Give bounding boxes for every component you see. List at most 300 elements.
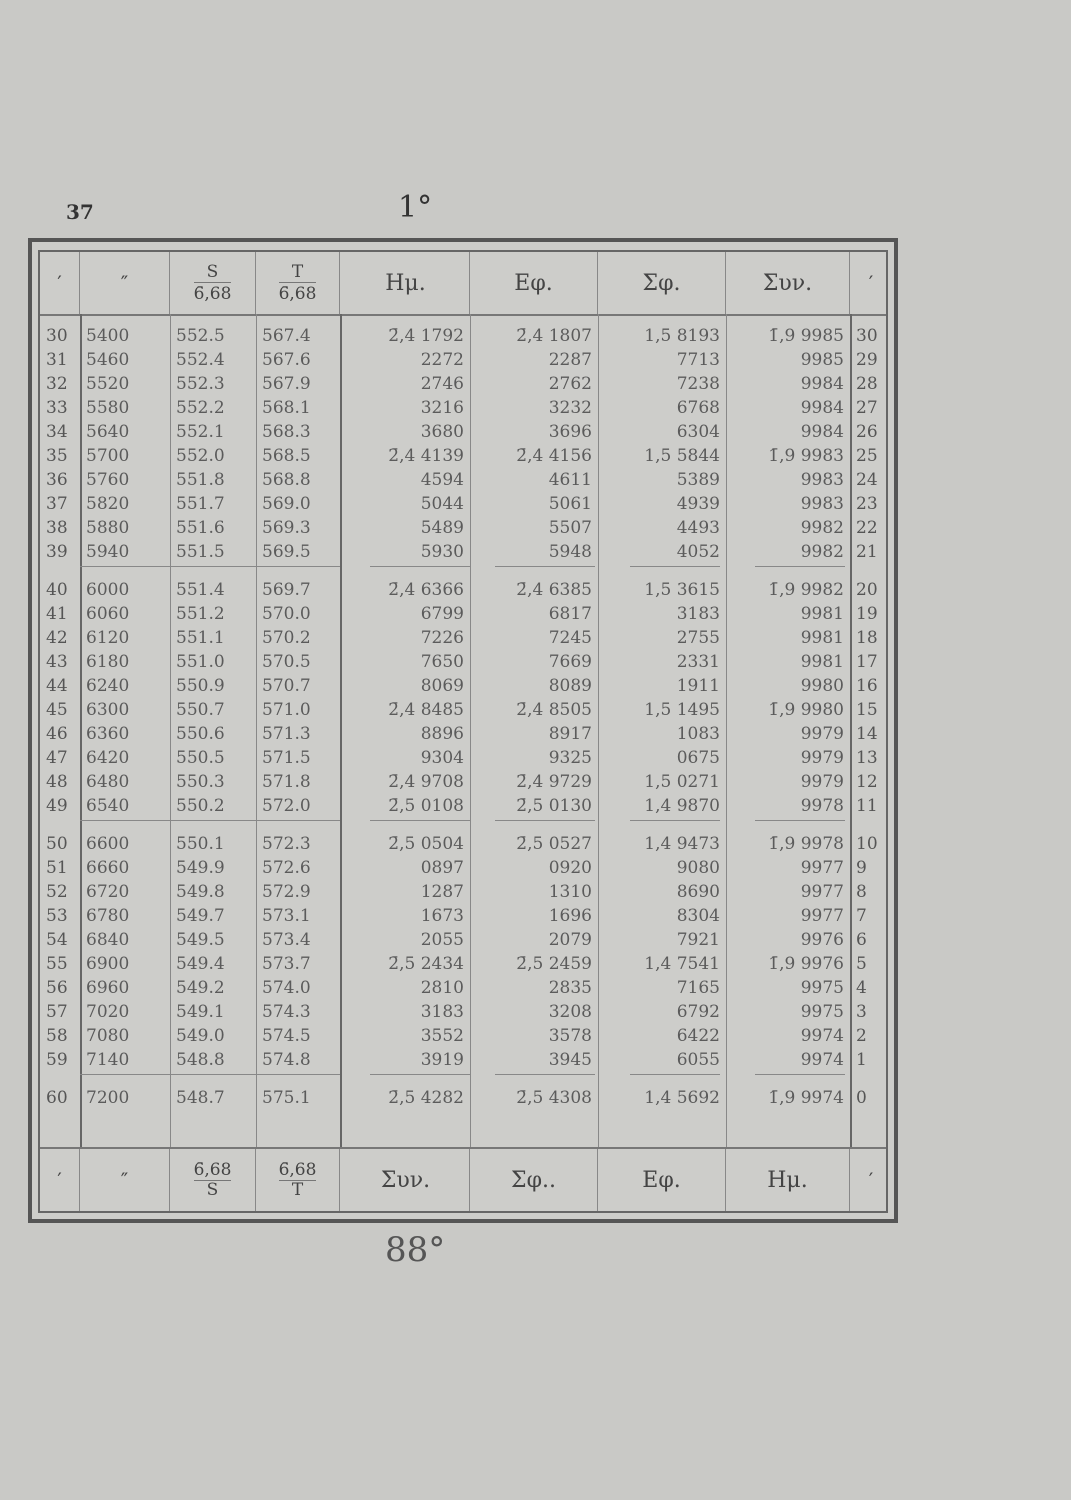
cell-seconds: 6180 bbox=[86, 652, 130, 672]
header-s-value: 6̄,68 bbox=[193, 283, 232, 304]
cell-tangent: 0920 bbox=[548, 858, 592, 878]
cell-seconds: 7020 bbox=[86, 1002, 130, 1022]
cell-t-value: 571.0 bbox=[262, 700, 311, 720]
table-row bbox=[40, 348, 886, 372]
cell-s-value: 549.2 bbox=[176, 978, 225, 998]
cell-s-value: 552.5 bbox=[176, 326, 225, 346]
cell-seconds: 5760 bbox=[86, 470, 130, 490]
table-row bbox=[40, 794, 886, 818]
cell-s-value: 551.7 bbox=[176, 494, 225, 514]
cell-minutes-complement: 7 bbox=[856, 906, 867, 926]
cell-tangent: 2762 bbox=[548, 374, 592, 394]
cell-cotangent: 1,4 7541 bbox=[644, 954, 720, 974]
cell-sine: 2̄,4 6366 bbox=[388, 580, 464, 600]
group-separator bbox=[80, 566, 170, 567]
cell-seconds: 6060 bbox=[86, 604, 130, 624]
cell-sine: 8896 bbox=[420, 724, 464, 744]
cell-cotangent: 6422 bbox=[676, 1026, 720, 1046]
cell-minutes: 32 bbox=[46, 374, 68, 394]
cell-tangent: 3208 bbox=[548, 1002, 592, 1022]
table-row bbox=[40, 1000, 886, 1024]
cell-tangent: 2079 bbox=[548, 930, 592, 950]
cell-tangent: 3578 bbox=[548, 1026, 592, 1046]
cell-seconds: 6420 bbox=[86, 748, 130, 768]
cell-minutes-complement: 13 bbox=[856, 748, 878, 768]
group-separator bbox=[370, 820, 470, 821]
cell-minutes-complement: 3 bbox=[856, 1002, 867, 1022]
footer-cot bbox=[470, 1149, 598, 1211]
cell-cosine: 9984 bbox=[800, 398, 844, 418]
cell-minutes-complement: 26 bbox=[856, 422, 878, 442]
cell-t-value: 568.5 bbox=[262, 446, 311, 466]
cell-t-value: 570.0 bbox=[262, 604, 311, 624]
cell-cotangent: 7713 bbox=[676, 350, 720, 370]
cell-cosine: 1̄,9 9983 bbox=[768, 446, 844, 466]
cell-cosine: 9981 bbox=[800, 604, 844, 624]
cell-cotangent: 5389 bbox=[676, 470, 720, 490]
cell-minutes: 58 bbox=[46, 1026, 68, 1046]
cell-tangent: 5061 bbox=[548, 494, 592, 514]
table-row bbox=[40, 516, 886, 540]
footer-t-label: T bbox=[291, 1179, 304, 1200]
cell-seconds: 7140 bbox=[86, 1050, 130, 1070]
cell-seconds: 5520 bbox=[86, 374, 130, 394]
cell-sine: 0897 bbox=[420, 858, 464, 878]
cell-minutes: 47 bbox=[46, 748, 68, 768]
cell-t-value: 568.8 bbox=[262, 470, 311, 490]
cell-sine: 2̄,4 9708 bbox=[388, 772, 464, 792]
cell-t-value: 567.4 bbox=[262, 326, 311, 346]
cell-minutes: 39 bbox=[46, 542, 68, 562]
cell-tangent: 9325 bbox=[548, 748, 592, 768]
group-separator bbox=[495, 820, 595, 821]
header-t-value: 6̄,68 bbox=[278, 283, 317, 304]
cell-s-value: 551.0 bbox=[176, 652, 225, 672]
cell-minutes-complement: 11 bbox=[856, 796, 878, 816]
cell-s-value: 551.5 bbox=[176, 542, 225, 562]
cell-cosine: 1̄,9 9980 bbox=[768, 700, 844, 720]
cell-tangent: 5948 bbox=[548, 542, 592, 562]
cell-tangent: 2̄,5 4308 bbox=[516, 1088, 592, 1108]
cell-t-value: 573.7 bbox=[262, 954, 311, 974]
cell-tangent: 4611 bbox=[548, 470, 592, 490]
cell-tangent: 2̄,5 0527 bbox=[516, 834, 592, 854]
cell-minutes-complement: 18 bbox=[856, 628, 878, 648]
cell-seconds: 6600 bbox=[86, 834, 130, 854]
cell-tangent: 2̄,5 0130 bbox=[516, 796, 592, 816]
cell-seconds: 6780 bbox=[86, 906, 130, 926]
cell-tangent: 2̄,4 6385 bbox=[516, 580, 592, 600]
cell-sine: 2̄,5 4282 bbox=[388, 1088, 464, 1108]
table-row bbox=[40, 722, 886, 746]
cell-sine: 2̄,5 2434 bbox=[388, 954, 464, 974]
table-header-bottom bbox=[40, 1147, 886, 1211]
table-row bbox=[40, 698, 886, 722]
footer-t bbox=[256, 1149, 340, 1211]
header-sin bbox=[342, 252, 470, 314]
cell-minutes-complement: 29 bbox=[856, 350, 878, 370]
cell-seconds: 5400 bbox=[86, 326, 130, 346]
cell-cotangent: 6055 bbox=[676, 1050, 720, 1070]
table-row bbox=[40, 626, 886, 650]
cell-cosine: 9979 bbox=[800, 748, 844, 768]
cell-cotangent: 0675 bbox=[676, 748, 720, 768]
footer-cos-label: Συν. bbox=[380, 1167, 431, 1193]
cell-t-value: 570.2 bbox=[262, 628, 311, 648]
cell-seconds: 5700 bbox=[86, 446, 130, 466]
cell-s-value: 549.1 bbox=[176, 1002, 225, 1022]
cell-minutes-complement: 15 bbox=[856, 700, 878, 720]
cell-s-value: 548.7 bbox=[176, 1088, 225, 1108]
footer-t-value: 6̄,68 bbox=[278, 1159, 317, 1180]
cell-cosine: 1̄,9 9982 bbox=[768, 580, 844, 600]
cell-t-value: 571.5 bbox=[262, 748, 311, 768]
cell-seconds: 6360 bbox=[86, 724, 130, 744]
cell-minutes-complement: 30 bbox=[856, 326, 878, 346]
cell-s-value: 551.4 bbox=[176, 580, 225, 600]
cell-cotangent: 1,5 0271 bbox=[644, 772, 720, 792]
cell-minutes-complement: 17 bbox=[856, 652, 878, 672]
group-separator bbox=[495, 1074, 595, 1075]
cell-t-value: 572.0 bbox=[262, 796, 311, 816]
cell-sine: 2̄,4 4139 bbox=[388, 446, 464, 466]
cell-sine: 2̄,5 0504 bbox=[388, 834, 464, 854]
cell-minutes-complement: 22 bbox=[856, 518, 878, 538]
cell-t-value: 568.3 bbox=[262, 422, 311, 442]
cell-minutes-complement: 8 bbox=[856, 882, 867, 902]
cell-t-value: 567.6 bbox=[262, 350, 311, 370]
cell-cosine: 9983 bbox=[800, 470, 844, 490]
group-separator bbox=[630, 566, 720, 567]
cell-sine: 2810 bbox=[420, 978, 464, 998]
cell-sine: 6799 bbox=[420, 604, 464, 624]
header-cos-label: Συν. bbox=[762, 270, 813, 296]
cell-t-value: 568.1 bbox=[262, 398, 311, 418]
header-cot bbox=[598, 252, 726, 314]
table-row bbox=[40, 1024, 886, 1048]
cell-sine: 3919 bbox=[420, 1050, 464, 1070]
cell-seconds: 5880 bbox=[86, 518, 130, 538]
cell-minutes: 35 bbox=[46, 446, 68, 466]
header-minutes bbox=[40, 252, 80, 314]
cell-minutes: 57 bbox=[46, 1002, 68, 1022]
cell-minutes: 44 bbox=[46, 676, 68, 696]
cell-cotangent: 6768 bbox=[676, 398, 720, 418]
trig-table bbox=[28, 238, 898, 1223]
cell-t-value: 572.3 bbox=[262, 834, 311, 854]
cell-tangent: 2̄,4 8505 bbox=[516, 700, 592, 720]
cell-minutes: 36 bbox=[46, 470, 68, 490]
cell-cotangent: 7921 bbox=[676, 930, 720, 950]
cell-tangent: 1310 bbox=[548, 882, 592, 902]
cell-tangent: 2835 bbox=[548, 978, 592, 998]
cell-tangent: 6817 bbox=[548, 604, 592, 624]
bottom-degree-heading: 88° bbox=[385, 1230, 446, 1270]
cell-cosine: 9979 bbox=[800, 724, 844, 744]
cell-seconds: 5580 bbox=[86, 398, 130, 418]
cell-minutes-complement: 4 bbox=[856, 978, 867, 998]
cell-t-value: 572.9 bbox=[262, 882, 311, 902]
table-body bbox=[40, 314, 886, 1149]
cell-minutes-complement: 24 bbox=[856, 470, 878, 490]
cell-cosine: 9974 bbox=[800, 1050, 844, 1070]
cell-minutes: 56 bbox=[46, 978, 68, 998]
cell-cosine: 9984 bbox=[800, 374, 844, 394]
table-row bbox=[40, 650, 886, 674]
cell-minutes-complement: 5 bbox=[856, 954, 867, 974]
group-separator bbox=[80, 1074, 170, 1075]
cell-cotangent: 8304 bbox=[676, 906, 720, 926]
group-separator bbox=[256, 1074, 340, 1075]
cell-cotangent: 2755 bbox=[676, 628, 720, 648]
cell-tangent: 2287 bbox=[548, 350, 592, 370]
cell-s-value: 551.8 bbox=[176, 470, 225, 490]
cell-minutes: 45 bbox=[46, 700, 68, 720]
cell-minutes: 33 bbox=[46, 398, 68, 418]
cell-minutes: 48 bbox=[46, 772, 68, 792]
cell-minutes: 31 bbox=[46, 350, 68, 370]
table-row bbox=[40, 578, 886, 602]
cell-cosine: 9980 bbox=[800, 676, 844, 696]
cell-sine: 3183 bbox=[420, 1002, 464, 1022]
cell-cotangent: 4493 bbox=[676, 518, 720, 538]
group-separator bbox=[80, 820, 170, 821]
cell-tangent: 8917 bbox=[548, 724, 592, 744]
table-row bbox=[40, 904, 886, 928]
cell-minutes-complement: 20 bbox=[856, 580, 878, 600]
table-row bbox=[40, 976, 886, 1000]
cell-sine: 1673 bbox=[420, 906, 464, 926]
header-seconds-label: ″ bbox=[120, 271, 129, 295]
cell-tangent: 2̄,4 4156 bbox=[516, 446, 592, 466]
cell-sine: 2272 bbox=[420, 350, 464, 370]
cell-t-value: 569.3 bbox=[262, 518, 311, 538]
cell-seconds: 6240 bbox=[86, 676, 130, 696]
cell-cosine: 9982 bbox=[800, 542, 844, 562]
cell-cosine: 9985 bbox=[800, 350, 844, 370]
cell-cotangent: 1,5 3615 bbox=[644, 580, 720, 600]
cell-sine: 2746 bbox=[420, 374, 464, 394]
cell-t-value: 569.7 bbox=[262, 580, 311, 600]
group-separator bbox=[370, 1074, 470, 1075]
cell-minutes-complement: 28 bbox=[856, 374, 878, 394]
cell-t-value: 573.4 bbox=[262, 930, 311, 950]
cell-cosine: 9981 bbox=[800, 628, 844, 648]
cell-cosine: 9976 bbox=[800, 930, 844, 950]
footer-s-label: S bbox=[206, 1179, 219, 1200]
table-row bbox=[40, 1086, 886, 1110]
cell-cosine: 9978 bbox=[800, 796, 844, 816]
cell-sine: 2055 bbox=[420, 930, 464, 950]
header-t-label: T bbox=[291, 261, 304, 282]
cell-seconds: 6300 bbox=[86, 700, 130, 720]
table-row bbox=[40, 928, 886, 952]
header-tan-label: Εφ. bbox=[514, 270, 553, 296]
cell-tangent: 7669 bbox=[548, 652, 592, 672]
table-row bbox=[40, 444, 886, 468]
cell-s-value: 550.6 bbox=[176, 724, 225, 744]
cell-seconds: 5820 bbox=[86, 494, 130, 514]
cell-cosine: 9977 bbox=[800, 882, 844, 902]
cell-minutes-complement: 16 bbox=[856, 676, 878, 696]
cell-tangent: 3945 bbox=[548, 1050, 592, 1070]
cell-minutes-complement: 10 bbox=[856, 834, 878, 854]
cell-minutes: 40 bbox=[46, 580, 68, 600]
cell-seconds: 6720 bbox=[86, 882, 130, 902]
cell-sine: 7226 bbox=[420, 628, 464, 648]
cell-cosine: 9984 bbox=[800, 422, 844, 442]
cell-t-value: 569.5 bbox=[262, 542, 311, 562]
table-row bbox=[40, 832, 886, 856]
cell-minutes: 42 bbox=[46, 628, 68, 648]
table-row bbox=[40, 324, 886, 348]
footer-seconds bbox=[80, 1149, 170, 1211]
cell-tangent: 8089 bbox=[548, 676, 592, 696]
cell-cotangent: 9080 bbox=[676, 858, 720, 878]
cell-s-value: 551.6 bbox=[176, 518, 225, 538]
cell-minutes-complement: 12 bbox=[856, 772, 878, 792]
cell-t-value: 574.0 bbox=[262, 978, 311, 998]
cell-cosine: 1̄,9 9974 bbox=[768, 1088, 844, 1108]
footer-s-value: 6̄,68 bbox=[193, 1159, 232, 1180]
footer-cos bbox=[342, 1149, 470, 1211]
table-row bbox=[40, 770, 886, 794]
cell-t-value: 570.7 bbox=[262, 676, 311, 696]
cell-t-value: 569.0 bbox=[262, 494, 311, 514]
group-separator bbox=[256, 566, 340, 567]
cell-seconds: 6120 bbox=[86, 628, 130, 648]
group-separator bbox=[755, 1074, 845, 1075]
footer-tan-label: Εφ. bbox=[642, 1167, 681, 1193]
cell-seconds: 5640 bbox=[86, 422, 130, 442]
table-row bbox=[40, 952, 886, 976]
cell-s-value: 549.8 bbox=[176, 882, 225, 902]
cell-cotangent: 1,5 8193 bbox=[644, 326, 720, 346]
cell-cotangent: 6304 bbox=[676, 422, 720, 442]
cell-seconds: 7200 bbox=[86, 1088, 130, 1108]
group-separator bbox=[630, 820, 720, 821]
group-separator bbox=[630, 1074, 720, 1075]
cell-tangent: 5507 bbox=[548, 518, 592, 538]
footer-tan bbox=[598, 1149, 726, 1211]
cell-t-value: 571.3 bbox=[262, 724, 311, 744]
cell-seconds: 6000 bbox=[86, 580, 130, 600]
header-minutes-right-label: ′ bbox=[868, 271, 874, 295]
cell-cotangent: 8690 bbox=[676, 882, 720, 902]
cell-minutes: 49 bbox=[46, 796, 68, 816]
footer-s bbox=[170, 1149, 256, 1211]
cell-cosine: 1̄,9 9976 bbox=[768, 954, 844, 974]
cell-t-value: 571.8 bbox=[262, 772, 311, 792]
cell-sine: 8069 bbox=[420, 676, 464, 696]
cell-minutes: 55 bbox=[46, 954, 68, 974]
cell-minutes: 41 bbox=[46, 604, 68, 624]
table-row bbox=[40, 492, 886, 516]
cell-sine: 9304 bbox=[420, 748, 464, 768]
cell-s-value: 548.8 bbox=[176, 1050, 225, 1070]
cell-minutes: 50 bbox=[46, 834, 68, 854]
footer-sin bbox=[726, 1149, 850, 1211]
group-separator bbox=[170, 1074, 256, 1075]
header-seconds bbox=[80, 252, 170, 314]
cell-minutes: 54 bbox=[46, 930, 68, 950]
cell-cosine: 9975 bbox=[800, 1002, 844, 1022]
header-sin-label: Ημ. bbox=[385, 270, 426, 296]
cell-sine: 7650 bbox=[420, 652, 464, 672]
table-row bbox=[40, 856, 886, 880]
cell-seconds: 5940 bbox=[86, 542, 130, 562]
table-row bbox=[40, 396, 886, 420]
footer-minutes-label: ′ bbox=[57, 1168, 62, 1192]
header-tan bbox=[470, 252, 598, 314]
cell-sine: 2̄,4 1792 bbox=[388, 326, 464, 346]
cell-minutes: 59 bbox=[46, 1050, 68, 1070]
cell-tangent: 2̄,4 9729 bbox=[516, 772, 592, 792]
footer-cot-label: Σφ.. bbox=[511, 1167, 556, 1193]
cell-sine: 2̄,4 8485 bbox=[388, 700, 464, 720]
cell-minutes-complement: 0 bbox=[856, 1088, 867, 1108]
cell-cotangent: 6792 bbox=[676, 1002, 720, 1022]
cell-seconds: 7080 bbox=[86, 1026, 130, 1046]
cell-s-value: 549.5 bbox=[176, 930, 225, 950]
cell-cotangent: 3183 bbox=[676, 604, 720, 624]
cell-cosine: 9982 bbox=[800, 518, 844, 538]
cell-minutes: 34 bbox=[46, 422, 68, 442]
cell-minutes: 30 bbox=[46, 326, 68, 346]
cell-t-value: 567.9 bbox=[262, 374, 311, 394]
table-row bbox=[40, 468, 886, 492]
cell-t-value: 574.5 bbox=[262, 1026, 311, 1046]
cell-cosine: 1̄,9 9978 bbox=[768, 834, 844, 854]
cell-s-value: 552.2 bbox=[176, 398, 225, 418]
cell-cosine: 9975 bbox=[800, 978, 844, 998]
cell-minutes-complement: 25 bbox=[856, 446, 878, 466]
cell-seconds: 6540 bbox=[86, 796, 130, 816]
table-row bbox=[40, 540, 886, 564]
cell-seconds: 6660 bbox=[86, 858, 130, 878]
cell-s-value: 549.0 bbox=[176, 1026, 225, 1046]
cell-minutes-complement: 6 bbox=[856, 930, 867, 950]
cell-tangent: 3696 bbox=[548, 422, 592, 442]
table-row bbox=[40, 420, 886, 444]
table-header-top bbox=[40, 252, 886, 316]
cell-seconds: 5460 bbox=[86, 350, 130, 370]
cell-s-value: 549.7 bbox=[176, 906, 225, 926]
group-separator bbox=[256, 820, 340, 821]
cell-cotangent: 4052 bbox=[676, 542, 720, 562]
cell-cosine: 9983 bbox=[800, 494, 844, 514]
header-cot-label: Σφ. bbox=[642, 270, 681, 296]
cell-sine: 2̄,5 0108 bbox=[388, 796, 464, 816]
cell-t-value: 574.3 bbox=[262, 1002, 311, 1022]
cell-s-value: 551.1 bbox=[176, 628, 225, 648]
cell-s-value: 552.3 bbox=[176, 374, 225, 394]
cell-s-value: 550.2 bbox=[176, 796, 225, 816]
cell-s-value: 550.3 bbox=[176, 772, 225, 792]
cell-t-value: 573.1 bbox=[262, 906, 311, 926]
cell-cotangent: 1,4 9870 bbox=[644, 796, 720, 816]
cell-cotangent: 7238 bbox=[676, 374, 720, 394]
footer-minutes-right bbox=[850, 1149, 892, 1211]
cell-minutes: 37 bbox=[46, 494, 68, 514]
cell-s-value: 551.2 bbox=[176, 604, 225, 624]
cell-sine: 5044 bbox=[420, 494, 464, 514]
table-row bbox=[40, 602, 886, 626]
cell-minutes-complement: 23 bbox=[856, 494, 878, 514]
cell-s-value: 549.4 bbox=[176, 954, 225, 974]
table-row bbox=[40, 746, 886, 770]
header-s bbox=[170, 252, 256, 314]
